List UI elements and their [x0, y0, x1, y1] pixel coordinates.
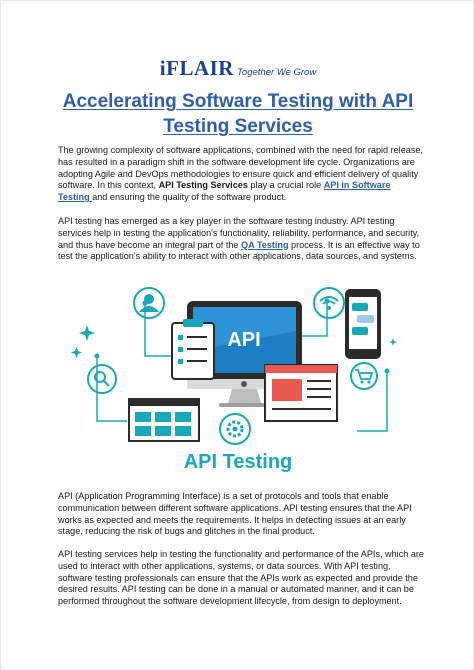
search-icon	[88, 365, 116, 393]
paragraph-api-definition: API (Application Programming Interface) is a set of protocols and tools that enable communication between different software applications. API testing ensures that the API works as expected and meets the requirements. It helps in detecting issues at an early stage, reducing the risk of bugs and glitches in the final product.	[58, 491, 412, 537]
clipboard-icon	[172, 319, 214, 379]
browser-window-icon	[265, 365, 337, 421]
illustration-caption: API Testing	[183, 451, 293, 473]
api-testing-illustration	[67, 281, 412, 479]
p1-text-3: and ensuring the quality of the software product.	[92, 192, 287, 203]
logo-wordmark: iFLAIR	[159, 56, 234, 80]
user-icon	[134, 288, 164, 318]
gear-icon	[220, 414, 250, 444]
p2-text-2: process. It is an effective way to test the application's ability to interact with other applications, data sources, and systems.	[58, 239, 420, 262]
paragraph-api-testing-services: API testing services help in testing the functionality and performance of the APIs, which are used to interact with other applications, systems, or data sources. With API testing, software testing professionals can ensure that the APIs work as expected and provide the desired results. API testing can be done in a manual or automated manner, and it can be performed throughout the software development lifecycle, from design to deployment.	[58, 549, 424, 607]
logo-tagline: Together We Grow	[236, 67, 317, 78]
p2-text-1: API testing has emerged as a key player in the software testing industry. API testing services help in testing the application's functionality, reliability, performance, and security, and thus have become an integral part of the	[58, 216, 420, 250]
page-title: Accelerating Software Testing with API Testing Services	[62, 91, 414, 137]
link-api-in-software-testing[interactable]: API in Software Testing	[58, 180, 391, 203]
p1-bold-api-testing-services: API Testing Services	[158, 180, 248, 191]
p1-text-2: play a crucial role	[247, 180, 324, 191]
paragraph-intro	[58, 145, 424, 204]
paragraph-api-testing-key-player	[58, 216, 424, 263]
p1-text-1: The growing complexity of software applications, combined with the need for rapid release, has resulted in a paradigm shift in the software development life cycle. Organizations are adopting Agile and DevOps methodologies to ensure quick and efficient delivery of quality software. In this context,	[58, 145, 423, 191]
smartphone-icon	[345, 289, 381, 359]
brand-logo	[1, 56, 474, 81]
apple-logo-icon	[241, 381, 247, 387]
shopping-cart-icon	[351, 363, 377, 389]
browser-window-icon	[129, 399, 199, 441]
link-qa-testing[interactable]: QA Testing	[241, 239, 289, 250]
wifi-icon	[314, 288, 344, 318]
monitor-api-label: API	[227, 329, 261, 351]
